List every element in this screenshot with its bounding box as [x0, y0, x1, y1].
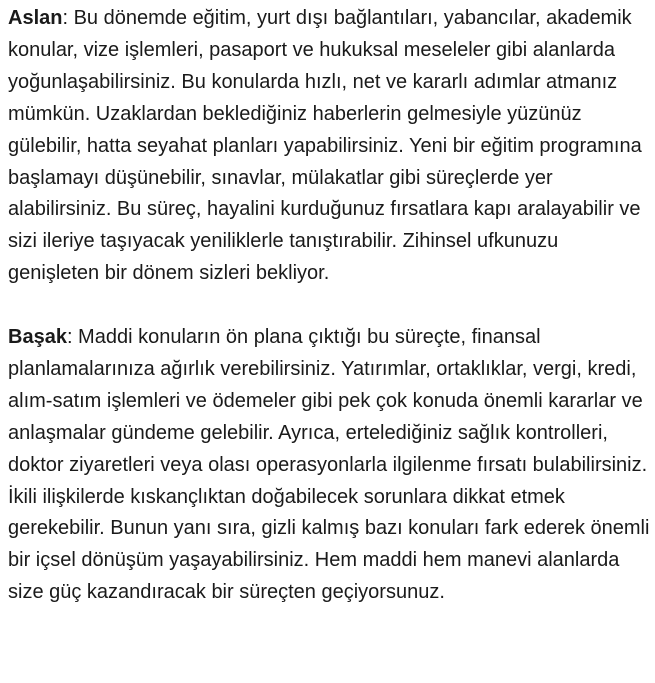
horoscope-text-basak: Maddi konuların ön plana çıktığı bu süreçte, finansal planlamalarınıza ağırlık verebilirsiniz. Yatırımlar, ortaklıklar, vergi, kredi, alım-satım işlemleri ve ödemeler gibi pek çok konuda önemli kararlar ve anlaşmalar gündeme gelebilir. Ayrıca, ertelediğiniz sağlık kontrolleri, doktor ziyaretleri veya olası operasyonlarla ilgilenme fırsatı bulabilirsiniz. İkili ilişkilerde kıskançlıktan doğabilecek sorunlara dikkat etmek gerekebilir. Bunun yanı sıra, gizli kalmış bazı konuları fark ederek önemli bir içsel dönüşüm yaşayabilirsiniz. Hem maddi hem manevi alanlarda size güç kazandıracak bir süreçten geçiyorsunuz. [8, 326, 650, 604]
horoscope-text-aslan: Bu dönemde eğitim, yurt dışı bağlantıları, yabancılar, akademik konular, vize işlemleri, pasaport ve hukuksal meseleler gibi alanlarda yoğunlaşabilirsiniz. Bu konularda hızlı, net ve kararlı adımlar atmanız mümkün. Uzaklardan beklediğiniz haberlerin gelmesiyle yüzünüz gülebilir, hatta seyahat planları yapabilirsiniz. Yeni bir eğitim programına başlamayı düşünebilir, sınavlar, mülakatlar gibi süreçlerde yer alabilirsiniz. Bu süreç, hayalini kurduğunuz fırsatlara kapı aralayabilir ve sizi ileriye taşıyacak yeniliklerle tanıştırabilir. Zihinsel ufkunuzu genişleten bir dönem sizleri bekliyor. [8, 7, 642, 285]
sign-separator: : [62, 7, 69, 29]
horoscope-article [8, 3, 653, 609]
horoscope-entry-aslan [8, 3, 653, 290]
horoscope-entry-basak [8, 322, 653, 609]
sign-name-aslan: Aslan [8, 7, 63, 29]
sign-separator: : [66, 326, 73, 349]
sign-name-basak: Başak [8, 326, 67, 349]
